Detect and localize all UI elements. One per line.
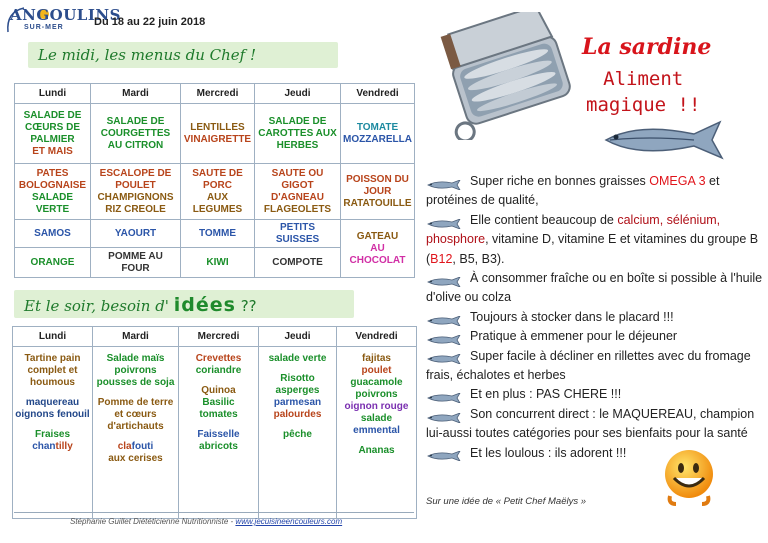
dish-text: LENTILLES (190, 121, 245, 133)
idea-text: tomates (199, 409, 238, 420)
idea-text-part: cla (117, 441, 132, 452)
idea-block (339, 445, 414, 457)
dish-text: PETITS SUISSES (275, 221, 320, 245)
midi-banner: Le midi, les menus du Chef ! (28, 42, 338, 68)
dish-text: MOZZARELLA (343, 133, 412, 145)
fact-text: Et les loulous : ils adorent !!! (470, 445, 627, 460)
sardine-fact (426, 211, 764, 269)
idea-text: aux cerises (108, 453, 163, 464)
midi-row (15, 104, 415, 164)
dish-text: YAOURT (114, 227, 157, 239)
credit-line: Sur une idée de « Petit Chef Maëlys » (426, 496, 587, 507)
idea-text: pêche (283, 429, 312, 440)
footer-divider (14, 512, 414, 513)
fish-bullet-icon (426, 177, 462, 187)
fact-text: calcium, sélénium, phosphore (426, 212, 721, 247)
sardine-fact (426, 327, 764, 346)
idea-text: Crevettes (195, 353, 242, 364)
footer (70, 517, 342, 526)
fish-bullet-icon (426, 216, 462, 226)
fish-bullet-icon (426, 332, 462, 342)
footer-website-link[interactable]: www.jecuisineencouleurs.com (235, 517, 343, 526)
fact-text: Son concurrent direct : le MAQUEREAU, champion lui-aussi toutes catégories pour ses bienfaits pour la santé (426, 406, 755, 441)
midi-dish-cell (255, 248, 341, 278)
dish-text: ORANGE (30, 256, 75, 268)
soir-day-header: Jeudi (259, 327, 337, 347)
dish-text: SALADE DE COURGETTES AU CITRON (100, 115, 171, 151)
midi-day-header: Lundi (15, 84, 91, 104)
midi-dish-cell (91, 220, 181, 248)
idea-text: guacamole (350, 377, 403, 388)
subtitle-line: magique !! (586, 94, 701, 116)
soir-day-header: Lundi (13, 327, 93, 347)
dish-text: VINAIGRETTE (183, 133, 252, 145)
midi-row (15, 164, 415, 220)
soir-day-cell (93, 347, 179, 519)
midi-dish-cell (255, 220, 341, 248)
dish-text: PATES BOLOGNAISE (18, 167, 87, 191)
fact-text: Pratique à emmener pour le déjeuner (470, 329, 678, 344)
fish-bullet-icon (426, 313, 462, 323)
logo-subtitle: SUR-MER (24, 24, 64, 31)
idea-block (261, 353, 334, 365)
idea-text: oignon rouge (344, 401, 409, 412)
soir-row (13, 347, 417, 519)
idea-text-part: fouti (131, 441, 154, 452)
idea-block (15, 429, 90, 453)
dish-text: COMPOTE (272, 256, 323, 268)
dish-text: SALADE VERTE (31, 191, 74, 215)
idea-block (95, 397, 176, 433)
soir-ideas-table (12, 326, 417, 519)
sardine-fact (426, 405, 764, 444)
midi-dish-cell (15, 104, 91, 164)
idea-text: Fraises (34, 429, 71, 440)
sardine-facts-list (426, 172, 764, 463)
idea-block (181, 353, 256, 377)
midi-day-header: Mardi (91, 84, 181, 104)
idea-text-part: tilly (55, 441, 73, 452)
soir-day-header: Mercredi (179, 327, 259, 347)
smiley-icon (660, 446, 718, 506)
idea-block (261, 429, 334, 441)
fact-text: OMEGA 3 (649, 174, 706, 188)
midi-dish-cell (341, 104, 415, 164)
sardine-fact (426, 269, 764, 308)
fact-text: Super riche en bonnes graisses (470, 174, 650, 188)
dish-text: POISSON DU JOUR (346, 173, 409, 197)
dish-text: ET MAIS (32, 145, 73, 157)
idea-text: Basilic (202, 397, 235, 408)
week-dates: Du 18 au 22 juin 2018 (94, 16, 206, 28)
dish-text: TOMME (198, 227, 237, 239)
idea-text: Ananas (358, 445, 395, 456)
idea-block (15, 353, 90, 389)
soir-day-header: Mardi (93, 327, 179, 347)
fish-bullet-icon (426, 274, 462, 284)
idea-text: maquereau oignons fenouil (15, 397, 90, 420)
sardine-can-icon (438, 12, 578, 140)
idea-block (95, 353, 176, 389)
soir-day-cell (179, 347, 259, 519)
dish-text: POMME AU FOUR (108, 250, 163, 274)
fact-text: Toujours à stocker dans le placard !!! (470, 309, 674, 324)
soir-day-cell (337, 347, 417, 519)
midi-dish-cell (91, 248, 181, 278)
idea-block (181, 429, 256, 453)
idea-text-part: chan (32, 441, 56, 452)
dish-text: RATATOUILLE (343, 197, 412, 209)
midi-day-header: Vendredi (341, 84, 415, 104)
fish-bullet-icon (426, 448, 462, 458)
dish-text: TOMATE (356, 121, 399, 133)
fact-text: B12 (430, 251, 453, 266)
midi-dish-cell (341, 164, 415, 220)
midi-dish-cell (15, 220, 91, 248)
idea-text: salade verte (268, 353, 327, 364)
idea-text (15, 441, 90, 453)
fact-text: et protéines de qualité, (426, 174, 720, 208)
idea-text: Tartine pain complet et houmous (24, 353, 81, 388)
footer-author: Stéphanie Guillet Diététicienne Nutritionniste - (70, 517, 236, 526)
idea-text: Quinoa (201, 385, 236, 396)
idea-text: parmesan (273, 397, 322, 408)
sardine-subtitle (586, 66, 700, 118)
soir-banner-suffix: ?? (240, 297, 257, 315)
midi-menu-table (14, 83, 415, 278)
sardine-fact (426, 347, 764, 386)
idea-text: fajitas (362, 353, 391, 364)
midi-dish-cell (181, 164, 255, 220)
fact-text: Et en plus : PAS CHERE !!! (470, 387, 622, 402)
idea-text: salade (360, 413, 393, 424)
idea-text: coriandre (195, 365, 242, 376)
midi-dish-cell (181, 248, 255, 278)
midi-dish-cell (91, 104, 181, 164)
idea-block (95, 441, 176, 465)
idea-text: poulet (361, 365, 392, 376)
dish-text: KIWI (206, 256, 229, 268)
soir-day-cell (259, 347, 337, 519)
midi-dish-cell (15, 248, 91, 278)
logo (4, 2, 121, 42)
logo-name: ANGOULINS (10, 6, 121, 24)
midi-dish-cell (255, 164, 341, 220)
fish-bullet-icon (426, 390, 462, 400)
soir-day-cell (13, 347, 93, 519)
dish-text: GATEAU (356, 230, 399, 242)
fish-bullet-icon (426, 410, 462, 420)
idea-text: Pomme de terre et cœurs d'artichauts (97, 397, 174, 432)
sardine-fact (426, 385, 764, 404)
idea-block (339, 353, 414, 437)
soir-banner-prefix: Et le soir, besoin d' (24, 297, 169, 315)
soir-day-header: Vendredi (337, 327, 417, 347)
dish-text: AU CHOCOLAT (349, 242, 406, 266)
fact-text: , B5, B3). (452, 251, 505, 266)
midi-dessert-cell (341, 220, 415, 278)
idea-text: poivrons (355, 389, 398, 400)
sardine-title: La sardine (582, 34, 712, 60)
dish-text: SAMOS (34, 227, 71, 239)
midi-dish-cell (15, 164, 91, 220)
midi-day-header: Jeudi (255, 84, 341, 104)
fact-text: Super facile à décliner en rillettes avec du fromage frais, échalotes et herbes (426, 348, 751, 383)
midi-row (15, 220, 415, 248)
soir-banner (14, 290, 354, 318)
dish-text: SALADE DE CAROTTES AUX HERBES (258, 115, 337, 151)
fact-text: , vitamine D, vitamine E et vitamines du groupe B ( (426, 232, 759, 266)
soir-banner-ideas: idées (173, 294, 236, 316)
dish-text: AUX LEGUMES (192, 191, 243, 215)
midi-dish-cell (255, 104, 341, 164)
idea-text: Faisselle (197, 429, 240, 440)
sardine-fish-icon (598, 118, 728, 162)
idea-text: Risotto asperges (275, 373, 320, 396)
idea-text: palourdes (273, 409, 322, 420)
dish-text: CHAMPIGNONS RIZ CREOLE (97, 191, 174, 215)
midi-dish-cell (181, 104, 255, 164)
idea-text: emmental (353, 425, 400, 436)
soir-header-row (13, 327, 417, 347)
idea-text: abricots (199, 441, 238, 452)
fish-bullet-icon (426, 351, 462, 361)
idea-block (181, 385, 256, 421)
dish-text: SAUTE OU GIGOT D'AGNEAU (271, 167, 324, 203)
midi-header-row (15, 84, 415, 104)
idea-text: Salade maïs poivrons pousses de soja (96, 353, 175, 388)
dish-text: FLAGEOLETS (263, 203, 332, 215)
midi-day-header: Mercredi (181, 84, 255, 104)
idea-text (95, 441, 176, 453)
sardine-fact (426, 308, 764, 327)
dish-text: SALADE DE CŒURS DE PALMIER (23, 109, 82, 145)
midi-dish-cell (181, 220, 255, 248)
idea-block (261, 373, 334, 421)
midi-dish-cell (91, 164, 181, 220)
fact-text: À consommer fraîche ou en boîte si possible à l'huile d'olive ou colza (426, 271, 763, 305)
fact-text: Elle contient beaucoup de (470, 212, 618, 227)
subtitle-line: Aliment (603, 68, 684, 90)
dish-text: SAUTE DE PORC (192, 167, 243, 191)
idea-block (15, 397, 90, 421)
dish-text: ESCALOPE DE POULET (99, 167, 172, 191)
sardine-fact (426, 172, 764, 211)
